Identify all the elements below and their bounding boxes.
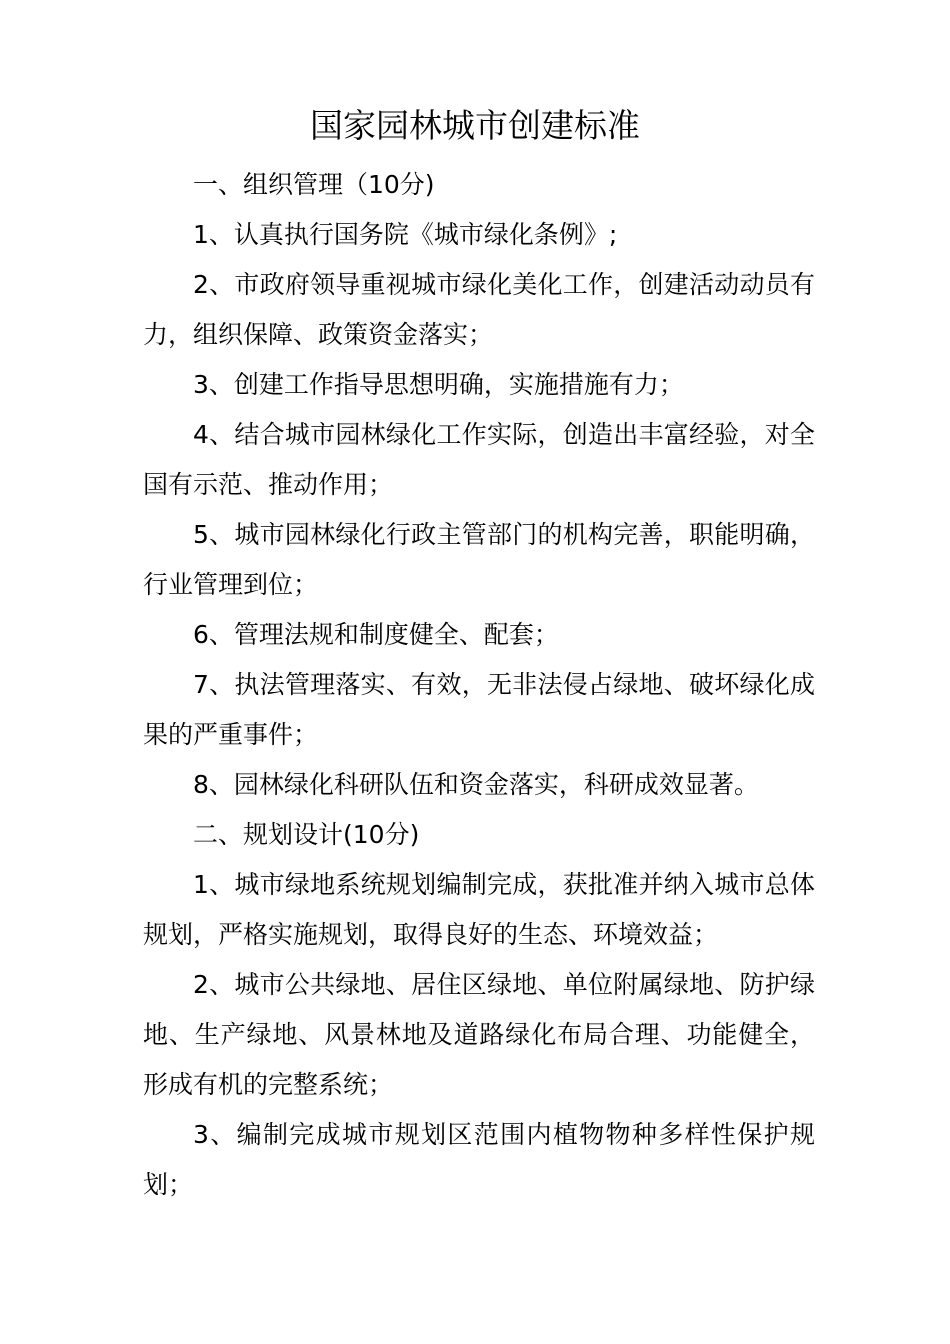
list-item: 3、编制完成城市规划区范围内植物物种多样性保护规划； [143,1120,815,1199]
list-item: 8、园林绿化科研队伍和资金落实，科研成效显著。 [193,770,759,799]
list-item: 5、城市园林绿化行政主管部门的机构完善，职能明确，行业管理到位； [143,520,815,599]
section-heading-planning: 二、规划设计(10分) [193,820,420,849]
list-item: 6、管理法规和制度健全、配套； [193,620,559,649]
page-title: 国家园林城市创建标准 [310,106,640,145]
list-item: 2、市政府领导重视城市绿化美化工作，创建活动动员有力，组织保障、政策资金落实； [143,270,815,349]
list-item: 1、城市绿地系统规划编制完成，获批准并纳入城市总体规划，严格实施规划，取得良好的生态、环境效益； [143,870,815,949]
document-body [143,160,815,1210]
section-heading-organization: 一、组织管理（10分) [193,170,435,199]
list-item: 7、执法管理落实、有效，无非法侵占绿地、破坏绿化成果的严重事件； [143,670,815,749]
list-item: 1、认真执行国务院《城市绿化条例》; [193,220,618,249]
list-item: 3、创建工作指导思想明确，实施措施有力； [193,370,684,399]
list-item: 2、城市公共绿地、居住区绿地、单位附属绿地、防护绿地、生产绿地、风景林地及道路绿化布局合理、功能健全，形成有机的完整系统； [143,970,815,1099]
list-item: 4、结合城市园林绿化工作实际，创造出丰富经验，对全国有示范、推动作用； [143,420,815,499]
